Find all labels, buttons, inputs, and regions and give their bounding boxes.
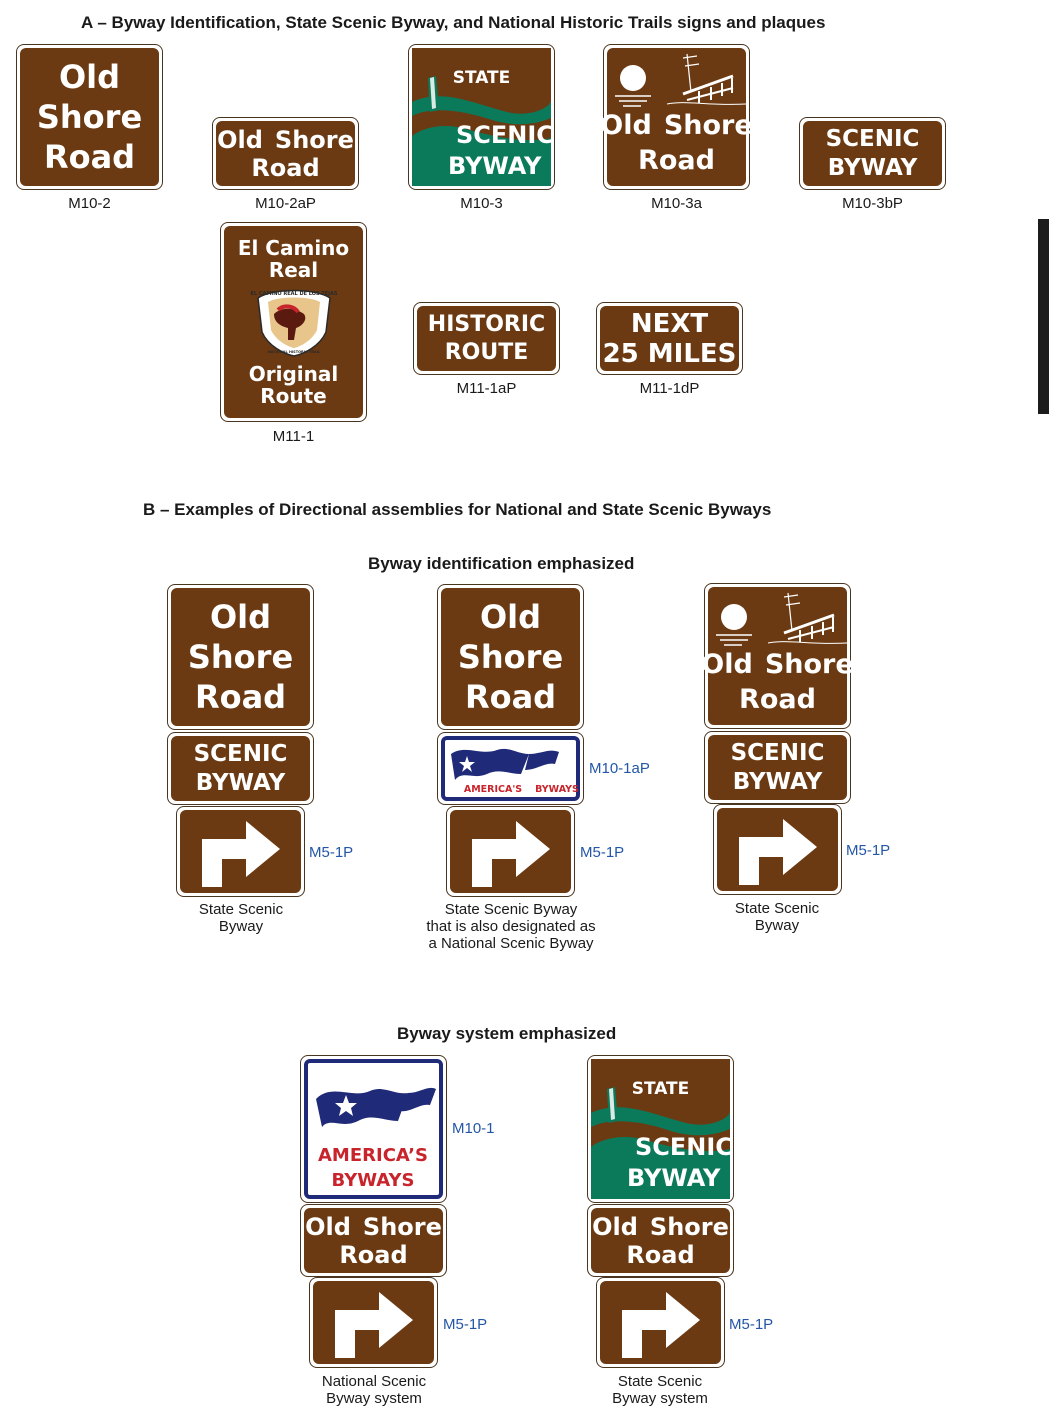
right-turn-arrow-icon [620, 1288, 702, 1358]
assembly-5-arrow-plaque [596, 1277, 725, 1368]
sign-text: Route [260, 384, 327, 408]
sign-text: Old [701, 649, 753, 680]
sign-code: M10-2aP [255, 195, 316, 212]
emblem-subtext: NATIONAL HISTORIC TRAIL [267, 350, 320, 354]
right-turn-arrow-icon [333, 1288, 415, 1358]
sign-text: ROUTE [444, 339, 529, 365]
sign-text: BYWAY [448, 152, 542, 180]
sign-text: SCENIC [456, 121, 554, 149]
sign-text: El Camino [237, 236, 350, 260]
sign-code: M5-1P [580, 844, 625, 861]
sign-text: AMERICA’S [318, 1145, 428, 1166]
sign-code: M10-1 [452, 1120, 495, 1137]
sign-text: Shore [649, 1212, 729, 1241]
sign-text: HISTORIC [427, 311, 546, 337]
caption-line: State Scenic [617, 1373, 703, 1390]
sign-text: Old [305, 1212, 351, 1241]
sign-text: NEXT [630, 308, 709, 339]
sign-code: M10-2 [68, 195, 111, 212]
sign-text: BYWAY [627, 1164, 721, 1192]
sign-code: M11-1aP [456, 380, 517, 397]
assembly-1-scenic-plaque [167, 732, 314, 805]
sign-text: Real [268, 258, 319, 282]
caption-line: that is also designated as [426, 918, 596, 935]
sign-text: SCENIC [193, 740, 288, 767]
sub-heading-identification: Byway identification emphasized [368, 554, 635, 573]
sign-text: SCENIC [825, 125, 920, 152]
sign-text: Old [592, 1212, 638, 1241]
assembly-4-name-plaque [300, 1204, 447, 1277]
right-turn-arrow-icon [737, 815, 819, 885]
plaque-m10-2ap [212, 117, 359, 190]
assembly-4-arrow-plaque [309, 1277, 438, 1368]
right-turn-arrow-icon [470, 817, 552, 887]
section-a-heading: A – Byway Identification, State Scenic Byway, and National Historic Trails signs and plaques [81, 13, 826, 32]
sign-m10-3a [600, 44, 753, 190]
right-turn-arrow-icon [200, 817, 282, 887]
sign-code: M5-1P [846, 842, 891, 859]
sign-text: BYWAY [195, 769, 286, 796]
assembly-3-arrow-plaque [713, 804, 842, 895]
caption-line: Byway system [612, 1390, 708, 1407]
sign-code: M10-3 [460, 195, 503, 212]
americas-byways-flag-icon [445, 740, 579, 797]
section-b-heading: B – Examples of Directional assemblies for National and State Scenic Byways [143, 500, 772, 519]
sign-text: Road [43, 138, 136, 176]
sign-text: Shore [457, 638, 564, 676]
americas-byways-flag-icon [308, 1063, 439, 1195]
plaque-m11-1ap [413, 302, 560, 375]
sign-text: Road [464, 678, 557, 716]
sign-text: Shore [36, 98, 143, 136]
sign-m11-1 [220, 222, 367, 422]
sign-text: Old [217, 125, 263, 154]
historic-trail-emblem [249, 284, 338, 358]
shore-scene-icon [708, 587, 847, 649]
sign-text: BYWAY [827, 154, 918, 181]
sign-m10-2 [16, 44, 163, 190]
sub-heading-system: Byway system emphasized [397, 1024, 617, 1043]
assembly-2-arrow-plaque [446, 806, 575, 897]
assembly-1-name-sign [167, 584, 314, 730]
sign-code: M10-3a [651, 195, 702, 212]
sign-m10-3 [408, 44, 555, 190]
plaque-m10-3bp [799, 117, 946, 190]
sign-text: Road [194, 678, 287, 716]
sign-text: STATE [452, 68, 511, 88]
sign-text: Road [638, 145, 715, 176]
sign-text: Shore [274, 125, 354, 154]
sign-text: STATE [631, 1079, 690, 1099]
assembly-2-americas-byways-plaque [437, 732, 584, 805]
page-edge-bar [1038, 219, 1049, 414]
shore-scene-icon [607, 48, 746, 110]
sign-text: BYWAYS [331, 1170, 415, 1191]
sign-text: Road [739, 684, 816, 715]
caption-line: State Scenic Byway [444, 901, 578, 918]
assembly-caption [677, 900, 877, 934]
assembly-5-state-scenic-byway-sign [587, 1055, 734, 1203]
sign-text: Old [479, 598, 542, 636]
sign-text: Shore [663, 110, 753, 141]
caption-line: State Scenic [734, 900, 820, 917]
sign-code: M5-1P [309, 844, 354, 861]
sign-text: Shore [362, 1212, 442, 1241]
assembly-5-name-plaque [587, 1204, 734, 1277]
plaque-m11-1dp [596, 302, 743, 375]
sign-text: SCENIC [730, 739, 825, 766]
assembly-caption [141, 901, 341, 935]
sign-text: BYWAY [732, 768, 823, 795]
sign-text: Old [58, 58, 121, 96]
plaque-text: AMERICA'S [463, 784, 523, 795]
assembly-caption [274, 1373, 474, 1407]
sign-text: Shore [187, 638, 294, 676]
assembly-3-name-sign [701, 583, 854, 729]
sign-code: M5-1P [443, 1316, 488, 1333]
caption-line: Byway [754, 917, 800, 934]
sign-text: Old [209, 598, 272, 636]
sign-code: M10-3bP [842, 195, 903, 212]
sign-text: Original [248, 362, 339, 386]
sign-text: Road [626, 1240, 695, 1269]
assembly-2-name-sign [437, 584, 584, 730]
emblem-text: EL CAMINO REAL DE LOS TEJAS [249, 291, 338, 297]
sign-text: Road [339, 1240, 408, 1269]
assembly-1-arrow-plaque [176, 806, 305, 897]
sign-code: M11-1 [272, 428, 315, 445]
plaque-text: BYWAYS [535, 784, 579, 795]
assembly-4-americas-byways-sign [300, 1055, 447, 1203]
caption-line: National Scenic [321, 1373, 427, 1390]
sign-text: 25 MILES [602, 338, 737, 369]
sign-text: Old [600, 110, 652, 141]
caption-line: State Scenic [198, 901, 284, 918]
sign-text: SCENIC [635, 1133, 733, 1161]
sign-code: M5-1P [729, 1316, 774, 1333]
caption-line: Byway [218, 918, 264, 935]
sign-text: Shore [764, 649, 854, 680]
sign-text: Road [251, 153, 320, 182]
sign-code: M10-1aP [589, 760, 650, 777]
assembly-caption [381, 901, 641, 952]
assembly-3-scenic-plaque [704, 731, 851, 804]
assembly-caption [560, 1373, 760, 1407]
sign-code: M11-1dP [639, 380, 700, 397]
caption-line: Byway system [326, 1390, 422, 1407]
caption-line: a National Scenic Byway [428, 935, 594, 952]
